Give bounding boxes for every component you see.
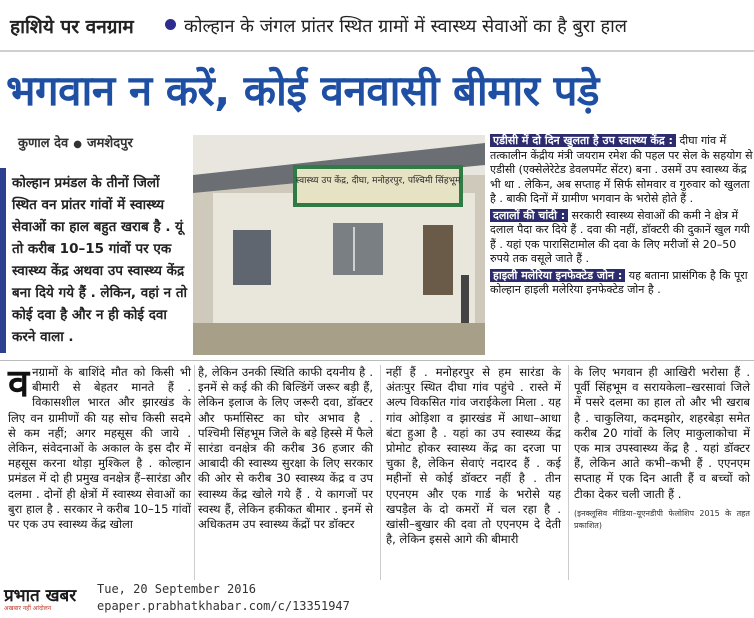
- column-divider: [568, 365, 569, 580]
- column-divider: [380, 365, 381, 580]
- body-column-3: नहीं हैं . मनोहरपुर से हम सारंडा के अंतःपुर स्थित दीघा गांव पहुंचे . रास्ते में अल्प विकसित गांव जराईकेला मिला . यह गांव ओड़िशा व झारखंड में आधा–आधा बंटा हुआ है . यहां का उप स्वास्थ्य केंद्र प्रोमोट होकर स्वास्थ्य केंद्र का दरजा पा चुका है, लेकिन सेवाएं नदारद हैं . कई महीनों से कोई डॉक्टर नहीं है . तीन एएनएम और एक गार्ड के भरोसे यह खपड़ैल के दो कमरों में चल रहा है . खांसी–बुखार की दवा तो एएनएम दे देती है, लेकिन इससे आगे की बीमारी: [386, 365, 561, 547]
- column-divider: [194, 365, 195, 580]
- epaper-link[interactable]: epaper.prabhatkhabar.com/c/13351947: [97, 599, 350, 613]
- byline-place: जमशेदपुर: [86, 136, 133, 151]
- body-column-1: [8, 361, 191, 532]
- sidebar-text: सरकारी स्वास्थ्य सेवाओं की कमी ने क्षेत्र में दलाल पैदा कर दिये हैं . दवा की नहीं, डॉक्टरी की दुकानें खुल गयी हैं . यहां एक पारासिटामोल की दवा के लिए मरीजों से 20–50 रुपये तक वसूले जाते हैं .: [490, 208, 750, 265]
- sidebar-item-malaria: [490, 269, 754, 298]
- photo-sign: स्वास्थ्य उप केंद्र, दीघा, मनोहरपुर, पश्चिमी सिंहभूम: [295, 176, 461, 186]
- sidebar-box: [490, 134, 754, 360]
- article-body: [0, 360, 754, 586]
- edition-date: Tue, 20 September 2016: [97, 582, 256, 596]
- intro-panel: [0, 168, 188, 358]
- byline-separator-icon: ●: [73, 139, 82, 150]
- intro-text: कोल्हान प्रमंडल के तीनों जिलों स्थित वन प्रांतर गांवों में स्वास्थ्य सेवाओं का हाल बहुत खराब है . यूं तो करीब 10–15 गांवों पर एक स्वास्थ्य केंद्र अथवा उप स्वास्थ्य केंद्र बना दिये गये हैं . लेकिन, वहां न तो कोई दवा है और न ही कोई दवा करने वाला .: [12, 175, 188, 345]
- body-column-4: [574, 365, 750, 532]
- byline-author: कुणाल देव: [18, 136, 69, 151]
- bullet-dot-icon: [165, 19, 176, 30]
- drop-cap: व: [8, 361, 30, 405]
- kicker-subtitle: कोल्हान के जंगल प्रांतर स्थित ग्रामों में स्वास्थ्य सेवाओं का है बुरा हाल: [184, 16, 627, 37]
- sidebar-head: हाइली मलेरिया इनफेक्टेड जोन :: [490, 269, 625, 282]
- sidebar-head: दलालों की चांदी :: [490, 209, 568, 222]
- logo-text: प्रभात खबर: [4, 586, 77, 606]
- intro-accent-bar: [0, 168, 6, 353]
- body-column-2: है, लेकिन उनकी स्थिति काफी दयनीय है . इनमें से कई की की बिल्डिंगें जरूर बड़ी हैं, लेकिन इलाज के लिए जरूरी दवा, डॉक्टर और फर्मासिस्ट का घोर अभाव है . पश्चिमी सिंहभूम जिले के बड़े हिस्से में फैले सारंडा वनक्षेत्र की करीब 36 हजार की आबादी की स्वास्थ्य सुरक्षा के लिए सरकार की ओर से करीब 30 स्वास्थ्य केंद्र व उप स्वास्थ्य केंद्र खोले गये हैं . ये कागजों पर स्वस्थ हैं, लेकिन हकीकत बीमार . इनमें से अधिकतम उप स्वास्थ्य केंद्रों पर डॉक्टर: [198, 365, 373, 532]
- health-center-photo: [193, 135, 485, 355]
- section-label: हाशिये पर वनग्राम: [10, 16, 134, 38]
- footer: [0, 582, 754, 618]
- prabhat-khabar-logo[interactable]: [4, 587, 86, 615]
- byline: [18, 133, 133, 151]
- section-kicker: [0, 0, 754, 52]
- photo-illustration: [193, 135, 485, 355]
- sidebar-text: यह बताना प्रासंगिक है कि पूरा कोल्हान हाइली मलेरिया इनफेक्टेड जोन है .: [490, 268, 748, 296]
- headline: भगवान न करें, कोई वनवासी बीमार पड़े: [6, 66, 599, 115]
- sidebar-head: एडीसी में दो दिन खुलता है उप स्वास्थ्य केंद्र :: [490, 134, 676, 147]
- sidebar-item-brokers: [490, 209, 754, 267]
- column-text: नग्रामों के बाशिंदे मौत को किसी भी बीमारी से बेहतर मानते हैं . विकासशील भारत और झारखंड के लिए वन ग्रामीणों की यह सोच किसी सदमे से कम नहीं; अगर महसूस की जाये . लेकिन, संवेदनाओं के अकाल के इस दौर में महसूस करना थोड़ा मुश्किल है . कोल्हान प्रमंडल में दो ही प्रमुख वनक्षेत्र हैं–सारंडा और दलमा . दोनों ही क्षेत्रों में स्वास्थ्य सेवाओं का बुरा हाल है . सरकार ने करीब 10–15 गांवों पर एक उप स्वास्थ्य केंद्र खोला: [8, 365, 191, 532]
- column-text: के लिए भगवान ही आखिरी भरोसा हैं . पूर्वी सिंहभूम व सरायकेला–खरसावां जिले में पसरे दलमा का हाल तो और भी खराब है . चाकुलिया, कदमझोर, शहरबेड़ा समेत करीब 20 गांवों के लिए माकुलाकोचा में एक मात्र उपस्वास्थ्य केंद्र है . यहां डॉक्टर हैं, लेकिन आते कभी–कभी हैं . एएनएम सप्ताह में एक दिन आती हैं व बच्चों को टीका देकर चली जाती हैं .: [574, 365, 750, 501]
- sidebar-text: दीघा गांव में तत्कालीन केंद्रीय मंत्री जयराम रमेश की पहल पर सेल के सहयोग से एडीसी (एक्सेलेरेटेड डेवलपमेंट सेंटर) बना . उसमें उप स्वास्थ्य केंद्र भी था . लेकिन, अब सप्ताह में सिर्फ सोमवार व गुरुवार को खुलता है . बाकी दिनों में ग्रामीण भगवान के भरोसे होते हैं .: [490, 134, 753, 205]
- fellowship-credit: (इनक्लूसिव मीडिया–यूएनडीपी फेलोशिप 2015 के तहत प्रकाशित): [574, 508, 750, 530]
- logo-tagline: अखबार नहीं आंदोलन: [4, 605, 52, 612]
- sidebar-item-adc: [490, 134, 754, 207]
